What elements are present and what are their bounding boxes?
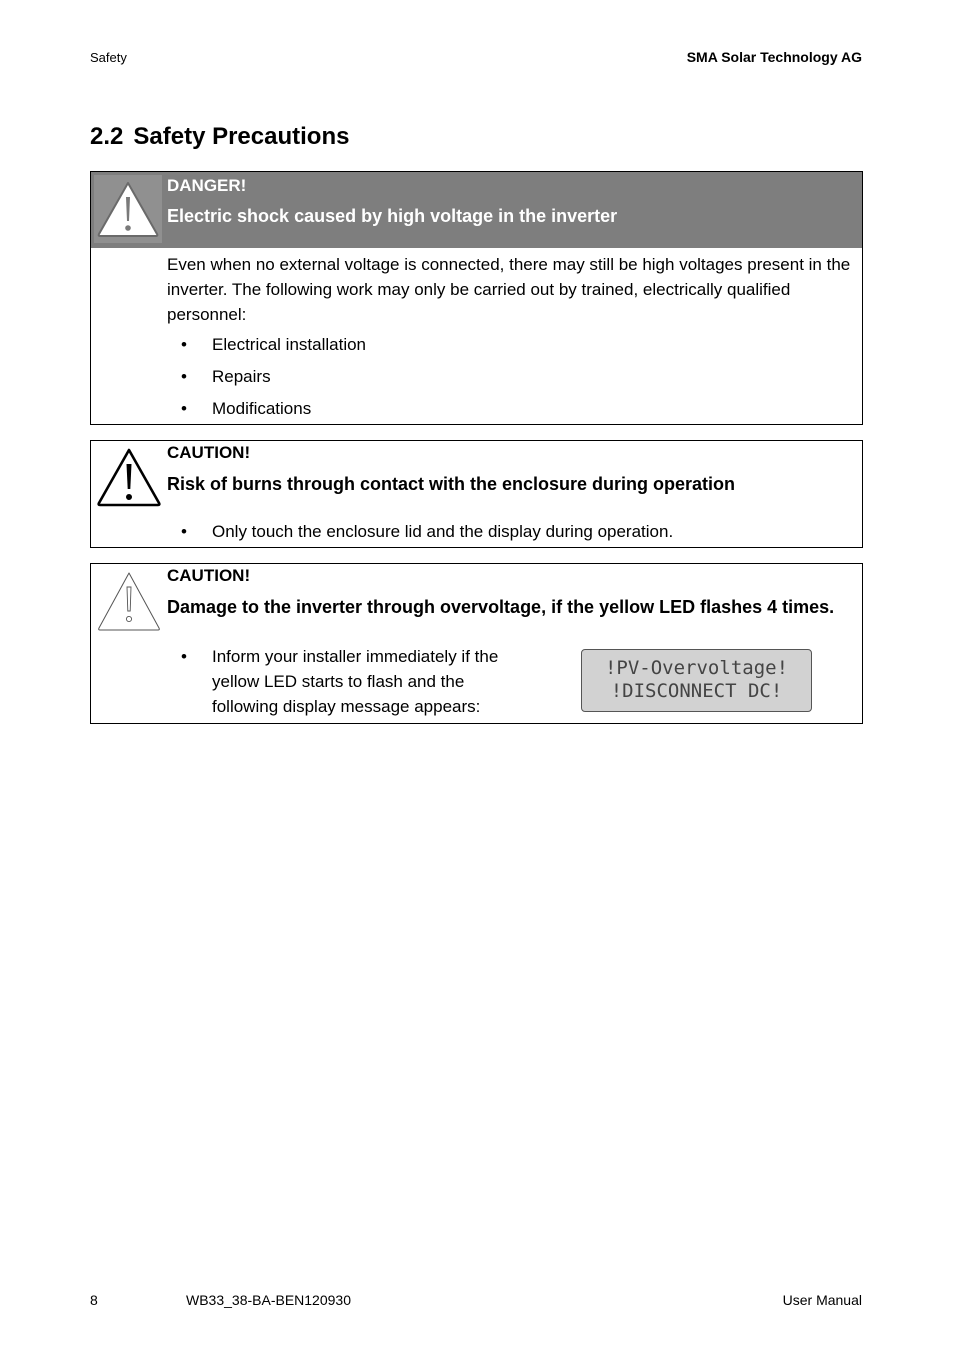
caution-signal-word: CAUTION! (167, 566, 251, 585)
caution-title: Risk of burns through contact with the enclosure during operation (167, 474, 736, 494)
header-company: SMA Solar Technology AG (686, 49, 862, 65)
footer-doc-type: User Manual (782, 1292, 862, 1308)
danger-icon-cell (94, 175, 162, 243)
warning-triangle-outline-icon (96, 570, 162, 632)
danger-body: Even when no external voltage is connected, there may still be high voltages present in the inverter. The following work may only be carried out by trained, electrically qualified personnel: (167, 255, 851, 324)
danger-list (181, 332, 366, 428)
caution-signal-word: CAUTION! (167, 443, 251, 462)
list-item: • Repairs (181, 364, 366, 396)
danger-notice (90, 171, 863, 425)
list-item: • Electrical installation (181, 332, 366, 364)
caution-title: Damage to the inverter through overvoltage, if the yellow LED flashes 4 times. (167, 597, 835, 617)
danger-header-bar (91, 172, 862, 248)
warning-triangle-icon (96, 180, 160, 238)
caution-notice-overvoltage (90, 563, 863, 724)
caution-list (181, 519, 673, 544)
list-item: • Modifications (181, 396, 366, 428)
lcd-line-1: !PV-Overvoltage! (604, 657, 789, 679)
lcd-line-2: !DISCONNECT DC! (610, 680, 783, 702)
warning-triangle-icon (96, 447, 162, 507)
danger-signal-word: DANGER! (167, 176, 247, 195)
section-title (90, 123, 349, 151)
footer-page-number: 8 (90, 1292, 98, 1308)
list-item: • Inform your installer immediately if the yellow LED starts to flash and the following display message appears: (181, 644, 512, 719)
list-item: • Only touch the enclosure lid and the display during operation. (181, 519, 673, 544)
caution-notice-burns (90, 440, 863, 548)
caution-list (181, 644, 512, 719)
lcd-display (581, 649, 812, 712)
footer-doc-code: WB33_38-BA-BEN120930 (186, 1292, 351, 1308)
section-heading: Safety Precautions (133, 123, 350, 150)
header-section: Safety (90, 50, 127, 65)
danger-title: Electric shock caused by high voltage in the inverter (167, 206, 618, 226)
section-number: 2.2 (90, 123, 124, 150)
